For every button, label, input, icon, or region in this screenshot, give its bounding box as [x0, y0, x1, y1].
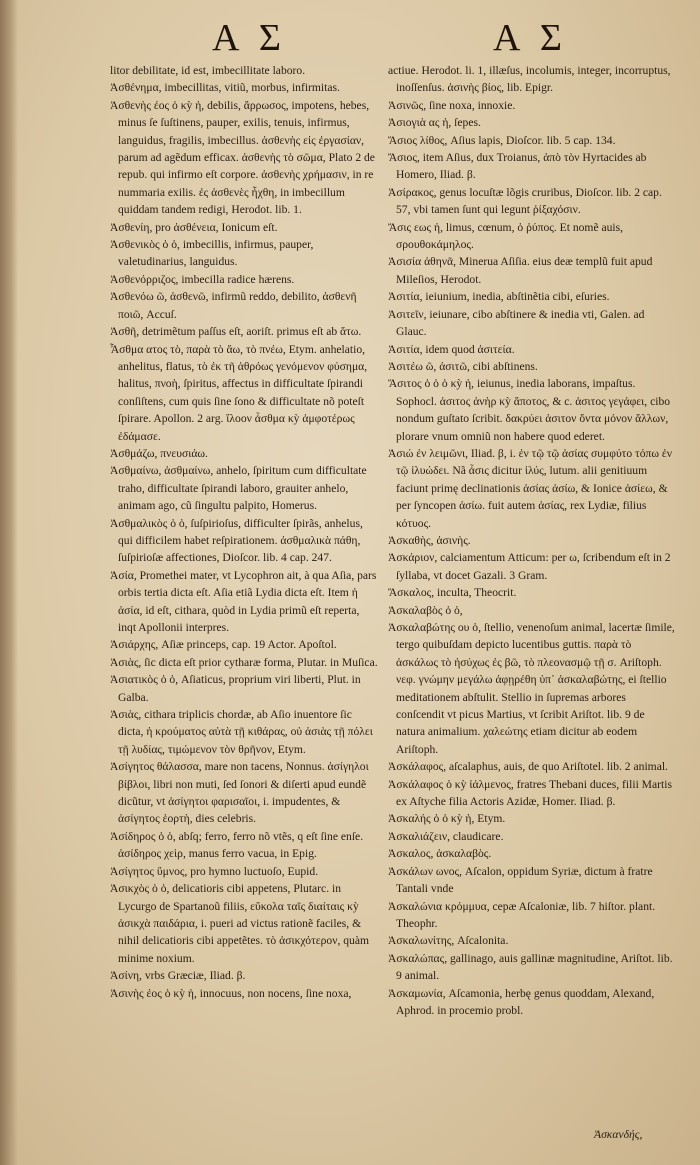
dictionary-entry: Ἀσκαλής ὁ ὁ κỳ ἡ, Etym.	[388, 812, 506, 826]
dictionary-entry: Ἀσιάρχης, Aſiæ princeps, cap. 19 Actor. Apoſtol.	[110, 638, 337, 652]
running-head-right: Α Σ	[493, 17, 568, 59]
dictionary-entry: Ἀσιτέω ῶ, ἀσιτῶ, cibi abſtinens.	[388, 359, 538, 373]
right-column	[388, 62, 676, 1019]
dictionary-entry: Ἀσιώ ἐν λειμῶνι, Iliad. β, i. ἐν τῷ τῷ ἀσίας συμφύτο τόπω ἐν τῷ ἰλυώδει. Nã ἆσις dicitur ἰλύς, lutum. alii genitiuum faciunt primę declinationis ἀσίας ἀσίω, & Ionice ἀσίεω, & per ſyncopen ἀσίω. fuit autem ἀσίας, rex Lydiæ, filius κότυος.	[388, 446, 672, 530]
dictionary-entry: Ἀσκαμωνία, Aſcamonia, herbę genus quoddam, Alexand, Aphrod. in procemio probl.	[388, 986, 655, 1017]
dictionary-entry: Ἀσκάριον, calciamentum Atticum: per ω, ſcribendum eſt in 2 ſyllaba, vt docet Gazali. 3 Gram.	[388, 551, 671, 582]
dictionary-entry: Ἀσκάλων ωνος, Aſcalon, oppidum Syriæ, dictum à fratre Tantali vnde	[388, 864, 653, 896]
dictionary-entry: Ἀσθενόρριζος, imbecilla radice hærens.	[110, 272, 295, 286]
dictionary-entry: Ἀσκαλαβώτης ου ὁ, ſtellio, venenoſum animal, lacertæ ſimile, tergo quibuſdam depicto lucentibus guttis. παρὰ τὸ ἀσκάλως τὸ ἡσύχως ἐς βῶ, τὸ πλεονασμῷ τῇ σ. Ariſtoph. νεφ. γνώμην μεγάλω ἀφῃρέθη ὑπ᾽ ἀσκαλαβώτης, ei ſtellio meditationem abſtulit. Stellio in ſupremas arbores conſcendit vt picus Martius, vt ſcribit Ariſtot. lib. 9 de natura animalium. χαλεώτης etiam dicitur ab eodem Ariſtoph.	[388, 621, 675, 756]
dictionary-entry: Ἀσθενὴς έος ὁ κỳ ἡ, debilis, ἄρρωσος, impotens, hebes, minus ſe ſuſtinens, pauper, exilis, tenuis, infirmus, languidus, fragilis, imbecillus. ἀσθενὴς εἰς ἐργασίαν, parum ad agẽdum efficax. ἀσθενὴς τὸ σῶμα, Plato 2 de repub. qui infirmo eſt corpore. ἀσθενὴς χρήμασιν, in re nummaria exilis. ἐς ἀσθενὲς ἦχθη, in imbecillum quiddam tandem redigi, Herodot. lib. 1.	[110, 98, 375, 217]
dictionary-entry: Ἀσθμάζω, πνευσιάω.	[110, 446, 208, 460]
dictionary-entry: Ἀσκαλιάζειν, claudicare.	[388, 829, 504, 843]
dictionary-entry: Ἀσθενικὸς ὁ ὁ, imbecillis, infirmus, pauper, valetudinarius, languidus.	[110, 238, 314, 269]
dictionary-entry: Ἄσιτος ὁ ὁ ὁ κỳ ἡ, ieiunus, inedia laborans, impaſtus. Sophocl. ἀσιτος ἀνὴρ κỳ ἄποτος, & c. ἀσιτος γεγάφει, cibo nondum guſtato ſcribit. δακρύει ἀσιτον ὄντα μόνον ἄλλων, plorare vnum omniũ non habere quod ederet.	[388, 377, 671, 443]
dictionary-entry: Ἀσκαλώπας, gallinago, auis gallinæ magnitudine, Ariſtot. lib. 9 animal.	[388, 951, 673, 983]
dictionary-entry: Ἀσιτία, ieiunium, inedia, abſtinẽtia cibi, eſuries.	[388, 290, 610, 304]
dictionary-entry: Ἆσθμα ατος τὸ, παρὰ τὸ ἄω, τὸ πνέω, Etym. anhelatio, anhelitus, flatus, τὸ ἐκ τῆ ἀθρόως γενόμενον φύσημα, halitus, πνοὴ, ſpiritus, affectus in difficultate ſpirandi conſiſtens, cum quis ſine ſono & difficultate nõ poteſt ſpirare. Apollon. 2 arg. ἴλοον ἆσθμα κỳ ἀμφοτέρως ἐδάμασε.	[110, 342, 368, 443]
dictionary-entry: Ἀσισία ἀθηνᾶ, Minerua Aſiſia. eius deæ templũ fuit apud Mileſios, Herodot.	[388, 255, 653, 286]
dictionary-entry: Ἀσιὰς, ſic dicta eſt prior cytharæ forma, Plutar. in Muſica.	[110, 655, 378, 669]
dictionary-entry: Ἀσθένημα, imbecillitas, vitiũ, morbus, infirmitas.	[110, 81, 340, 95]
dictionary-entry: Ἀσιτεῖν, ieiunare, cibo abſtinere & inedia vti, Galen. ad Glauc.	[388, 307, 645, 339]
binding-gutter	[0, 0, 18, 1165]
dictionary-entry: Ἀσθενίη, pro ἀσθένεια, Ionicum eſt.	[110, 220, 278, 234]
dictionary-entry: Ἀσίγητος θάλασσα, mare non tacens, Nonnus. ἀσίγηλοι βίβλοι, libri non muti, ſed ſonori & diſerti apud eundẽ dicũtur, vt ἀσίγητοι φαρισαῖοι, i. impudentes, & ἀσίγητος ἑορτὴ, dies celebris.	[110, 760, 369, 826]
dictionary-entry: Ἀσίδηρος ὁ ὁ, abſq; ferro, ferro nõ vtẽs, q eſt ſine enſe. ἀσίδηρος χεὶρ, manus ferro vacua, in Epig.	[110, 829, 364, 861]
dictionary-entry: Ἄσκαλος, inculta, Theocrit.	[388, 586, 517, 600]
dictionary-entry: Ἀσκαθὴς, ἀσινὴς.	[388, 533, 471, 547]
dictionary-entry: Ἀσκαλος, ἀσκαλαβὸς.	[388, 847, 492, 861]
dictionary-entry: Ἀσιατικὸς ὁ ὁ, Aſiaticus, proprium viri liberti, Plut. in Galba.	[110, 673, 361, 704]
dictionary-entry: Ἀσθενόω ῶ, ἀσθενῶ, infirmũ reddo, debilito, ἀσθενῆ ποιῶ, Accuſ.	[110, 290, 357, 321]
dictionary-entry: Ἀσιὰς, cithara triplicis chordæ, ab Aſio inuentore ſic dicta, ἡ κρούματος αὐτὰ τῇ κιθάρας, οὐ ἀσιὰς τῇ πόλει τῇ λυδίας, τιμώμενον τὸν θρῆνον, Etym.	[110, 708, 373, 756]
catchword: Ἀσκανδής,	[594, 1128, 643, 1141]
dictionary-entry: Ἄσιος, item Aſius, dux Troianus, ἀπὸ τὸν Hyrtacides ab Homero, Iliad. β.	[388, 151, 647, 182]
dictionary-entry: Ἀσθμαλικὸς ὁ ὁ, ſuſpirioſus, difficulter ſpirãs, anhelus, qui difficilem habet reſpirationem. ἀσθμαλικὰ πάθη, ſuſpirioſæ affectiones, Dioſcor. lib. 4 cap. 247.	[110, 516, 363, 565]
dictionary-entry: Ἀσία, Promethei mater, vt Lycophron ait, à qua Aſia, pars orbis tertia dicta eſt. Aſia etiã Lydia dicta eſt. Item ἡ ἀσία, id eſt, cithara, quòd in Lydia primũ eſt reperta, inqt Apollonii interpres.	[110, 568, 377, 634]
dictionary-entry: Ἀσθῆ, detrimẽtum paſſus eſt, aoriſt. primus eſt ab ἄτω.	[110, 325, 362, 339]
dictionary-entry: actiue. Herodot. li. 1, illæſus, incolumis, integer, incorruptus, inoſſenſus. ἀσινὴς βίος, lib. Epigr.	[388, 64, 671, 95]
dictionary-entry: Ἀσικχὸς ὁ ὁ, delicatioris cibi appetens, Plutarc. in Lycurgo de Spartanoũ filiis, εὔκολα ταῖς διαίταις κỳ ἀσικχὰ παιδάρια, i. pueri ad victus rationẽ faciles, & nihil delicatioris cibi appetẽtes. τὸ ἀσικχότερον, quàm minime noxium.	[110, 882, 370, 965]
dictionary-entry: Ἀσίρακος, genus locuſtæ lõgis cruribus, Dioſcor. lib. 2 cap. 57, vbi tamen ſunt qui legunt ῥίξαχόσιν.	[388, 185, 662, 217]
dictionary-entry: Ἄσιος λίθος, Aſius lapis, Dioſcor. lib. 5 cap. 134.	[388, 133, 616, 147]
dictionary-entry: Ἀσκάλαφος ὁ κỳ ἰάλμενος, fratres Thebani duces, filii Martis ex Aſtyche filia Actoris Azidæ, Homer. Iliad. β.	[388, 777, 672, 809]
dictionary-entry: Ἀσινῶς, ſine noxa, innoxie.	[388, 98, 516, 112]
dictionary-entry: Ἀσίγητος ὕμνος, pro hymno luctuoſo, Eupid.	[110, 864, 319, 878]
dictionary-entry: Ἀσιτία, idem quod ἀσιτεία.	[388, 342, 515, 356]
dictionary-entry: Ἀσκάλαφος, aſcalaphus, auis, de quo Ariſtotel. lib. 2 animal.	[388, 760, 668, 774]
left-column	[110, 62, 380, 1002]
dictionary-entry: Ἀσθμαίνω, ἀσθμαίνω, anhelo, ſpiritum cum difficultate traho, difficultate ſpirandi laboro, grauiter anhelo, animam ago, cũ ſingultu palpito, Homerus.	[110, 464, 367, 513]
running-head-left: Α Σ	[212, 17, 287, 59]
dictionary-entry: Ἀσίνη, vrbs Græciæ, Iliad. β.	[110, 969, 246, 983]
dictionary-entry: Ἀσκαλαβὸς ὁ ὁ,	[388, 603, 463, 617]
dictionary-entry: Ἀσκαλώνια κρόμμυα, cepæ Aſcaloniæ, lib. 7 hiſtor. plant. Theophr.	[388, 899, 656, 930]
dictionary-entry: Ἄσις εως ἡ, limus, cœnum, ὁ ῥύπος. Et nomẽ auis, σρουθοκάμηλος.	[388, 220, 624, 252]
dictionary-entry: Ἀσκαλωνίτης, Aſcalonita.	[388, 934, 509, 948]
dictionary-entry: Ἀσιογιὰ ας ἡ, ſepes.	[388, 116, 481, 130]
dictionary-entry: litor debilitate, id est, imbecillitate laboro.	[110, 64, 306, 77]
dictionary-entry: Ἀσινὴς έος ὁ κỳ ἡ, innocuus, non nocens, ſine noxa,	[110, 986, 352, 1000]
